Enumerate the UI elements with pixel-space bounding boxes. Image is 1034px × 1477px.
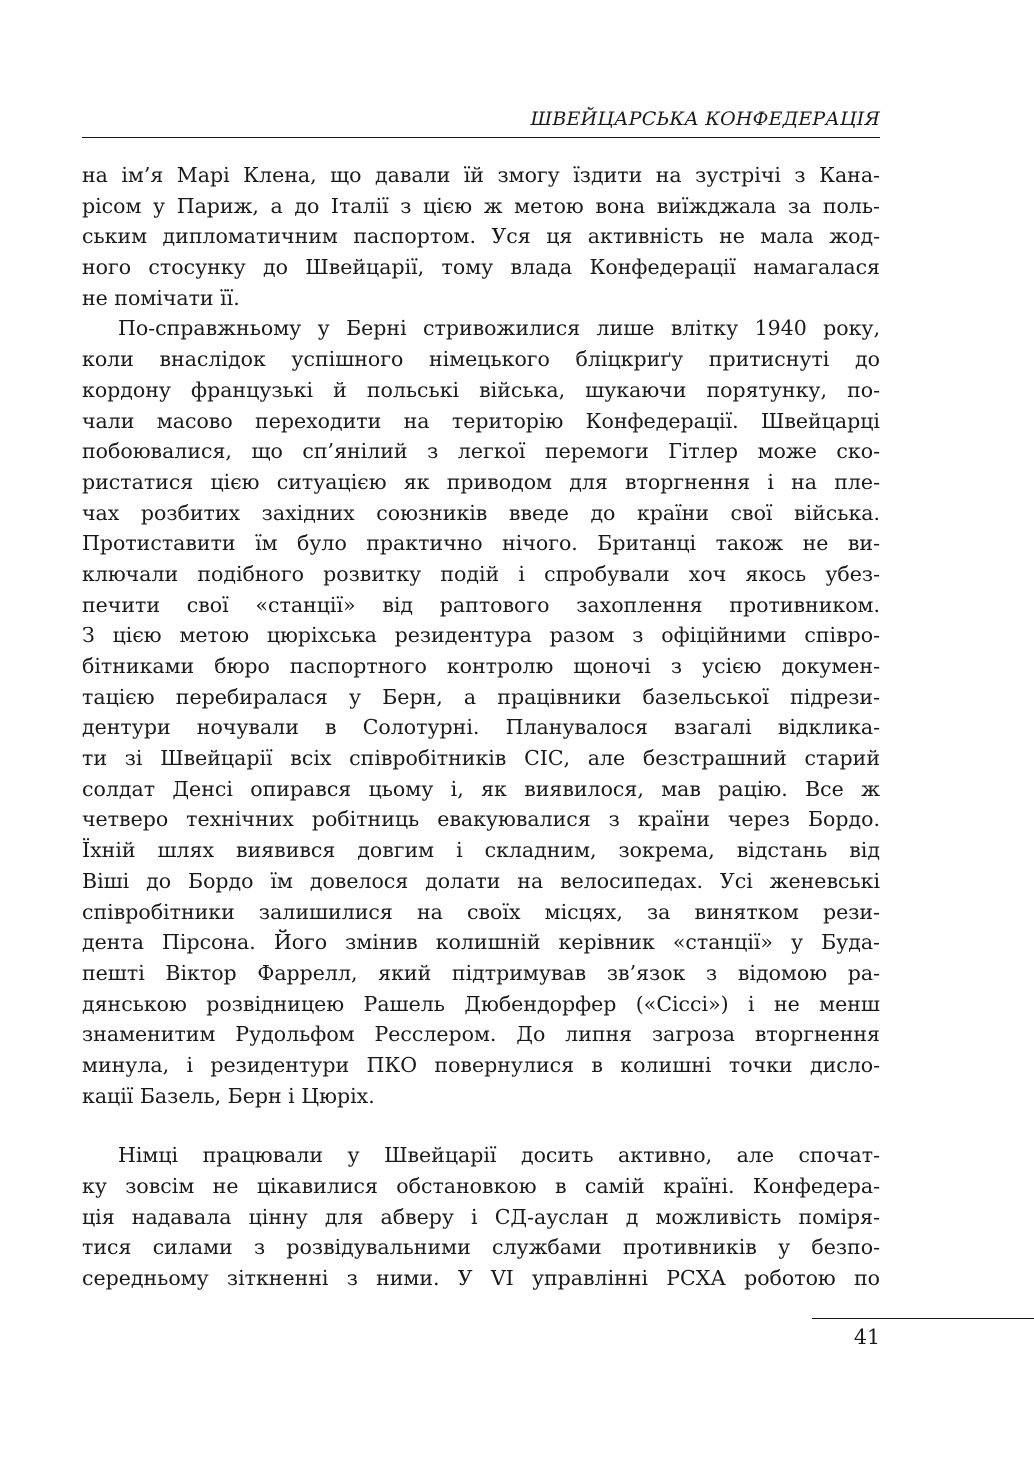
text-line: З цією метою цюріхська резидентура разом з офіційними співро- [82, 623, 880, 648]
text-line: пешті Віктор Фаррелл, який підтримував зв’язок з відомою ра- [82, 960, 880, 985]
text-line: ключали подібного розвитку подій і спробували хоч якось убез- [82, 561, 880, 586]
text-line: Їхній шлях виявився довгим і складним, зокрема, відстань від [82, 838, 880, 863]
text-line: бітниками бюро паспортного контролю щоночі з усією докумен- [82, 654, 880, 678]
text-line: Німці працювали у Швейцарії досить активно, але спочат- [118, 1143, 880, 1168]
text-line: кордону французькі й польські війська, шукаючи порятунку, по- [82, 377, 880, 402]
footer-rule [812, 1318, 1034, 1319]
paragraph-2 [82, 313, 880, 1111]
text-line: побоювалися, що сп’янілий з легкої перемоги Гітлер може ско- [82, 439, 880, 464]
text-line: дентури ночували в Солотурні. Планувалося взагалі відклика- [82, 715, 880, 740]
text-line: ку зовсім не цікавилися обстановкою в самій країні. Конфедера- [82, 1174, 880, 1198]
body-text [82, 160, 880, 1294]
text-line: чали масово переходити на територію Конфедерації. Швейцарці [82, 408, 880, 433]
text-line: ським дипломатичним паспортом. Уся ця активність не мала жод- [82, 224, 880, 249]
text-line: кації Базель, Берн і Цюріх. [82, 1083, 375, 1108]
text-line: минула, і резидентури ПКО повернулися в колишні точки дисло- [82, 1052, 880, 1077]
text-line: солдат Денсі опирався цьому і, як виявилося, мав рацію. Все ж [82, 776, 880, 801]
text-line: Віші до Бордо їм довелося долати на велосипедах. Усі женевські [82, 868, 880, 893]
paragraph-1 [82, 160, 880, 313]
text-line: тацією перебиралася у Берн, а працівники базельської підрези- [82, 684, 880, 709]
text-line: печити свої «станції» від раптового захоплення противником. [82, 592, 880, 617]
text-line: на ім’я Марі Клена, що давали їй змогу їздити на зустрічі з Кана- [82, 163, 880, 187]
text-line: дянською розвідницею Рашель Дюбендорфер («Сіссі») і не менш [82, 991, 880, 1016]
text-line: четверо технічних робітниць евакуювалися з країни через Бордо. [82, 807, 880, 832]
text-line: дента Пірсона. Його змінив колишній керівник «станції» у Буда- [82, 930, 880, 955]
text-line: знаменитим Рудольфом Ресслером. До липня загроза вторгнення [82, 1022, 880, 1047]
page-number: 41 [853, 1325, 880, 1349]
text-line: Протиставити їм було практично нічого. Британці також не ви- [82, 531, 880, 556]
text-line: не помічати її. [82, 285, 240, 310]
text-line: ти зі Швейцарії всіх співробітників СІС, але безстрашний старий [82, 746, 880, 771]
running-title: ШВЕЙЦАРСЬКА КОНФЕДЕРАЦІЯ [530, 108, 880, 130]
header-rule [82, 137, 880, 138]
text-line: співробітники залишилися на своїх місцях, за винятком рези- [82, 899, 880, 924]
text-line: коли внаслідок успішного німецького бліцкриґу притиснуті до [82, 347, 880, 372]
paragraph-3 [82, 1140, 880, 1293]
text-line: рісом у Париж, а до Італії з цією ж метою вона виїжджала за поль- [82, 193, 880, 218]
text-line: ристатися цією ситуацією як приводом для вторгнення і на пле- [82, 469, 880, 494]
text-line: середньому зіткненні з ними. У VI управлінні РСХА роботою по [82, 1266, 880, 1291]
text-line: ція надавала цінну для абверу і СД-ауслан д можливість поміря- [82, 1204, 880, 1229]
section-break [82, 1111, 880, 1140]
text-line: ного стосунку до Швейцарії, тому влада Конфедерації намагалася [82, 255, 880, 280]
text-line: По-справжньому у Берні стривожилися лише влітку 1940 року, [118, 316, 880, 341]
text-line: тися силами з розвідувальними службами противників у безпо- [82, 1235, 880, 1260]
text-line: чах розбитих західних союзників введе до країни свої війська. [82, 500, 880, 525]
